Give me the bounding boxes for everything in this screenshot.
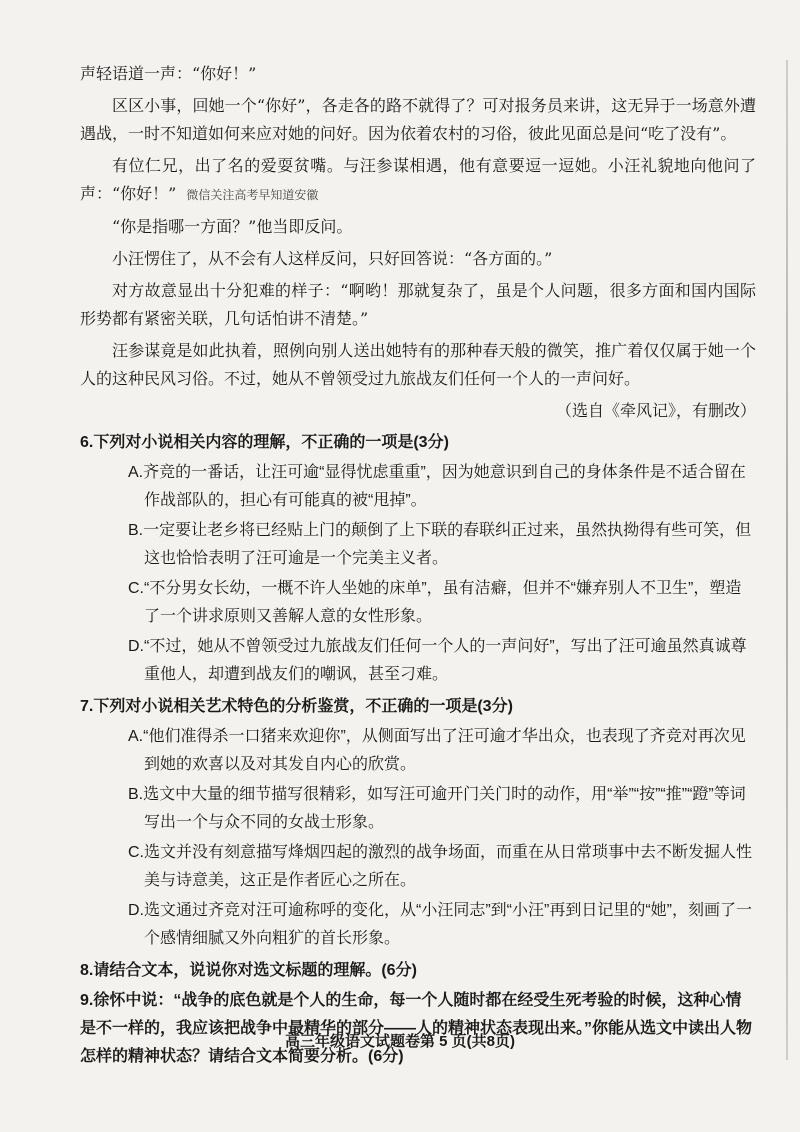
watermark-text: 微信关注高考早知道安徽 (186, 188, 319, 202)
question-6-option-d: D.“不过，她从不曾领受过九旅战友们任何一个人的一声问好”，写出了汪可逾虽然真诚尊重他人，却遭到战友们的嘲讽，甚至刁难。 (128, 638, 747, 683)
question-7-option-a: A.“他们准得杀一口猪来欢迎你”，从侧面写出了汪可逾才华出众，也表现了齐竞对再次见到她的欢喜以及对其发自内心的欣赏。 (128, 728, 746, 773)
passage-paragraph-7: 汪参谋竟是如此执着，照例向别人送出她特有的那种春天般的微笑，推广着仅仅属于她一个人的这种民风习俗。不过，她从不曾领受过九旅战友们任何一个人的一声问好。 (80, 341, 756, 388)
question-7-stem: 7.下列对小说相关艺术特色的分析鉴赏，不正确的一项是(3分) (80, 698, 513, 715)
question-8: 8.请结合文本，说说你对选文标题的理解。(6分) (80, 962, 417, 979)
question-7-option-b: B.选文中大量的细节描写很精彩，如写汪可逾开门关门时的动作，用“举”“按”“推”“蹬”等词写出一个与众不同的女战士形象。 (128, 786, 746, 831)
question-9: 9.徐怀中说：“战争的底色就是个人的生命，每一个人随时都在经受生死考验的时候，这种心情是不一样的，我应该把战争中最精华的部分——人的精神状态表现出来。”你能从选文中读出人物怎样的精神状态？请结合文本简要分析。(6分) (80, 992, 753, 1065)
passage-paragraph-5: 小汪愣住了，从不会有人这样反问，只好回答说：“各方面的。” (112, 249, 553, 268)
page-edge-shadow (786, 60, 788, 1060)
passage-paragraph-3 (80, 152, 756, 209)
passage-paragraph-6: 对方故意显出十分犯难的样子：“啊哟！那就复杂了，虽是个人问题，很多方面和国内国际形势都有紧密关联，几句话怕讲不清楚。” (80, 281, 756, 328)
question-6-option-b: B.一定要让老乡将已经贴上门的颠倒了上下联的春联纠正过来，虽然执拗得有些可笑，但这也恰恰表明了汪可逾是一个完美主义者。 (128, 522, 752, 567)
question-7-option-d: D.选文通过齐竞对汪可逾称呼的变化，从“小汪同志”到“小汪”再到日记里的“她”，刻画了一个感情细腻又外向粗犷的首长形象。 (128, 902, 752, 947)
passage-source: （选自《牵风记》，有删改） (555, 401, 756, 420)
question-6-stem: 6.下列对小说相关内容的理解，不正确的一项是(3分) (80, 434, 449, 451)
page-footer: 高三年级语文试题卷第 5 页(共8页) (284, 1033, 515, 1050)
question-6-option-a: A.齐竞的一番话，让汪可逾“显得忧虑重重”，因为她意识到自己的身体条件是不适合留在作战部队的，担心有可能真的被“甩掉”。 (128, 464, 746, 509)
passage-paragraph-2: 区区小事，回她一个“你好”，各走各的路不就得了？可对报务员来讲，这无异于一场意外遭遇战，一时不知道如何来应对她的问好。因为依着农村的习俗，彼此见面总是问“吃了没有”。 (80, 96, 756, 143)
passage-line-1: 声轻语道一声：“你好！” (80, 64, 257, 83)
question-6-option-c: C.“不分男女长幼，一概不许人坐她的床单”，虽有洁癖，但并不“嫌弃别人不卫生”，塑造了一个讲求原则又善解人意的女性形象。 (128, 580, 742, 625)
passage-paragraph-4: “你是指哪一方面？”他当即反问。 (112, 217, 353, 236)
page-content (80, 60, 756, 1073)
question-7-option-c: C.选文并没有刻意描写烽烟四起的激烈的战争场面，而重在从日常琐事中去不断发掘人性美与诗意美，这正是作者匠心之所在。 (128, 844, 753, 889)
passage-paragraph-3-text: 有位仁兄，出了名的爱耍贫嘴。与汪参谋相遇，他有意要逗一逗她。小汪礼貌地向他问了声：“你好！” (80, 156, 756, 203)
